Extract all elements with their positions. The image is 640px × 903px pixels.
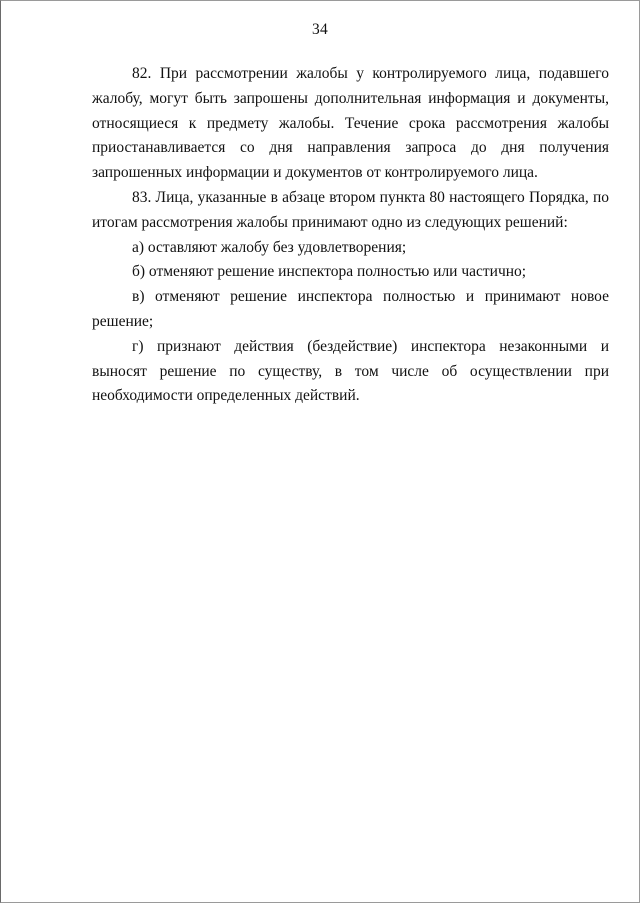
list-item-a: а) оставляют жалобу без удовлетворения; [132,238,407,256]
paragraph-82: 82. При рассмотрении жалобы у контролируемого лица, подавшего жалобу, могут быть запрошены дополнительная информация и документы, относящиеся к предмету жалобы. Течение срока рассмотрения жалобы приостанавливается со дня направления запроса до дня получения запрошенных информации и документов от контролируемого лица. [92,65,609,182]
page-number: 34 [311,21,329,38]
paragraph-83: 83. Лица, указанные в абзаце втором пункта 80 настоящего Порядка, по итогам рассмотрения жалобы принимают одно из следующих решений: [92,188,609,231]
document-body [92,62,609,409]
list-item-b: б) отменяют решение инспектора полностью или частично; [132,263,527,281]
list-item-g: г) признают действия (бездействие) инспектора незаконными и выносят решение по существу, в том числе об осуществлении при необходимости определенных действий. [92,337,609,405]
list-item-v: в) отменяют решение инспектора полностью и принимают новое решение; [92,288,609,330]
